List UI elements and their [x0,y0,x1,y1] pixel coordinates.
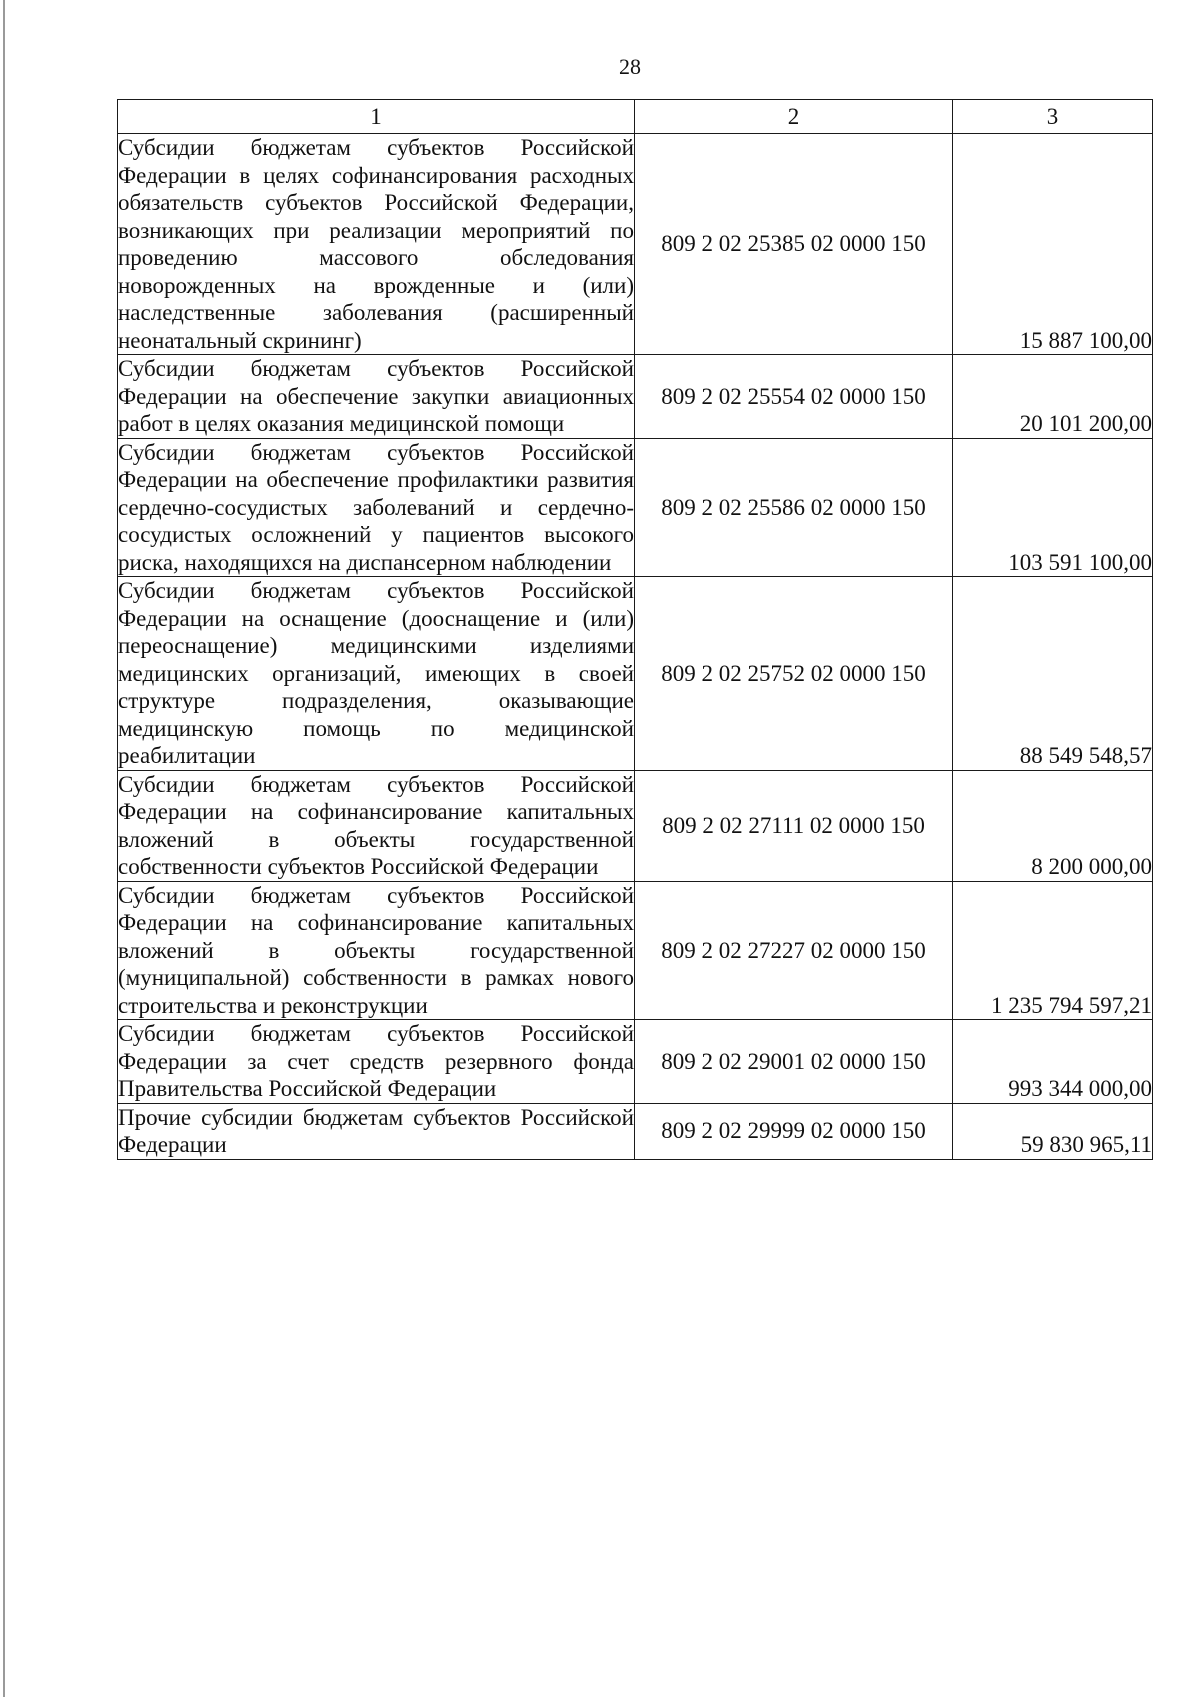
header-col-1: 1 [118,100,635,134]
row-code: 809 2 02 29999 02 0000 150 [635,1103,953,1159]
table-row [118,577,1153,771]
table-row [118,1103,1153,1159]
table-row [118,355,1153,439]
table-row [118,770,1153,881]
row-code: 809 2 02 25554 02 0000 150 [635,355,953,439]
header-col-2: 2 [635,100,953,134]
row-amount: 20 101 200,00 [953,355,1153,439]
row-amount: 15 887 100,00 [953,134,1153,355]
row-name: Субсидии бюджетам субъектов Российской Федерации в целях софинансирования расходных обязательств субъектов Российской Федерации, возникающих при реализации мероприятий по проведению массового обследования новорожденных на врожденные и (или) наследственные заболевания (расширенный неонатальный скрининг) [118,135,634,353]
row-amount: 59 830 965,11 [953,1103,1153,1159]
table-header-row [118,100,1153,134]
table-row [118,438,1153,577]
row-name: Субсидии бюджетам субъектов Российской Федерации на оснащение (дооснащение и (или) переоснащение) медицинскими изделиями медицинских организаций, имеющих в своей структуре подразделения, оказывающие медицинскую помощь по медицинской реабилитации [118,578,634,768]
scan-edge-line [3,0,5,1697]
row-code: 809 2 02 27111 02 0000 150 [635,770,953,881]
row-code: 809 2 02 27227 02 0000 150 [635,881,953,1020]
row-amount: 1 235 794 597,21 [953,881,1153,1020]
table-row [118,1020,1153,1104]
row-code: 809 2 02 29001 02 0000 150 [635,1020,953,1104]
table-row [118,134,1153,355]
row-name: Субсидии бюджетам субъектов Российской Федерации на обеспечение закупки авиационных работ в целях оказания медицинской помощи [118,356,634,436]
row-code: 809 2 02 25385 02 0000 150 [635,134,953,355]
row-code: 809 2 02 25752 02 0000 150 [635,577,953,771]
row-name: Субсидии бюджетам субъектов Российской Федерации на софинансирование капитальных вложений в объекты государственной (муниципальной) собственности в рамках нового строительства и реконструкции [118,882,634,1018]
row-name: Субсидии бюджетам субъектов Российской Федерации на обеспечение профилактики развития сердечно-сосудистых заболеваний и сердечно-сосудистых осложнений у пациентов высокого риска, находящихся на диспансерном наблюдении [118,439,634,575]
table-row [118,881,1153,1020]
header-col-3: 3 [953,100,1153,134]
row-amount: 8 200 000,00 [953,770,1153,881]
row-code: 809 2 02 25586 02 0000 150 [635,438,953,577]
row-name: Прочие субсидии бюджетам субъектов Российской Федерации [118,1104,634,1157]
row-name: Субсидии бюджетам субъектов Российской Федерации на софинансирование капитальных вложений в объекты государственной собственности субъектов Российской Федерации [118,771,634,879]
row-amount: 103 591 100,00 [953,438,1153,577]
row-amount: 88 549 548,57 [953,577,1153,771]
row-amount: 993 344 000,00 [953,1020,1153,1104]
row-name: Субсидии бюджетам субъектов Российской Федерации за счет средств резервного фонда Правительства Российской Федерации [118,1021,634,1101]
page-number: 28 [619,54,641,79]
budget-table [117,99,1153,1160]
